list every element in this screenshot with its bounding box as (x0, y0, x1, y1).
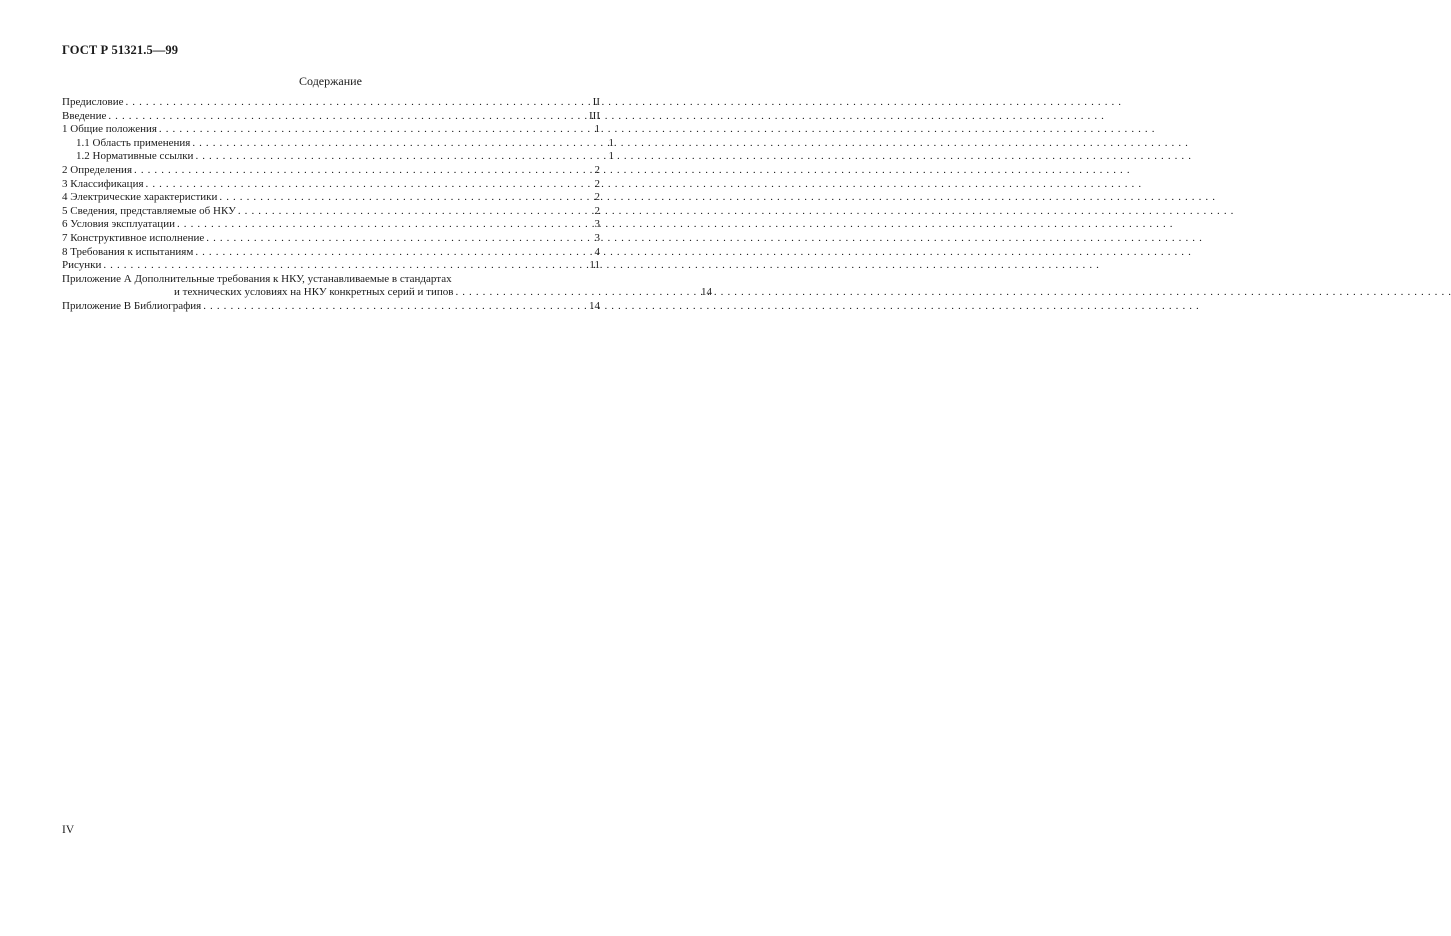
dot-leader (238, 205, 576, 219)
dot-leader (108, 110, 576, 124)
toc-entry-label: Предисловие (62, 96, 124, 108)
dot-leader (455, 286, 688, 300)
toc-entry-appendix-a[interactable] (62, 273, 600, 287)
toc-entry-section-5[interactable] (62, 205, 600, 219)
toc-entry-label: 3 Классификация (62, 177, 144, 190)
toc-entry-page: 2 (594, 191, 600, 204)
toc-entry-section-8[interactable] (62, 246, 600, 260)
toc-entry-section-7[interactable] (62, 232, 600, 246)
toc-entry-label: 5 Сведения, представляемые об НКУ (62, 204, 236, 217)
toc-entry-label: 8 Требования к испытаниям (62, 245, 194, 258)
dot-leader (206, 232, 576, 246)
dot-leader (177, 218, 576, 232)
toc-entry-page: II (592, 96, 600, 108)
dot-leader (146, 178, 576, 192)
toc-entry-page: 2 (594, 204, 600, 217)
toc-entry-label: 1.1 Область применения (76, 136, 191, 149)
page-number: IV (62, 824, 75, 836)
toc-entry-page: 2 (594, 163, 600, 176)
dot-leader (203, 300, 576, 314)
toc-entry-label: 7 Конструктивное исполнение (62, 231, 205, 244)
toc-entry-figures[interactable] (62, 259, 600, 273)
table-of-contents (62, 96, 712, 314)
dot-leader (192, 137, 590, 151)
toc-entry-page: 3 (594, 218, 600, 231)
document-header: ГОСТ Р 51321.5—99 (62, 43, 179, 57)
toc-entry-appendix-b[interactable] (62, 300, 600, 314)
toc-entry-page: 1 (608, 150, 614, 163)
toc-entry-section-1-2[interactable] (62, 150, 614, 164)
toc-entry-label: Введение (62, 109, 107, 122)
toc-entry-label: 4 Электрические характеристики (62, 191, 218, 204)
toc-entry-appendix-a-continued[interactable] (62, 286, 712, 300)
toc-entry-section-6[interactable] (62, 218, 600, 232)
toc-entry-page: 3 (594, 231, 600, 244)
toc-entry-label: Приложение А Дополнительные требования к НКУ, устанавливаемые в стандартах (62, 272, 452, 285)
toc-entry-label: и технических условиях на НКУ конкретных серий и типов (174, 286, 454, 299)
toc-entry-page: 14 (589, 299, 600, 312)
toc-entry-introduction[interactable] (62, 110, 600, 124)
toc-entry-page: 11 (589, 259, 600, 272)
toc-entry-page: 4 (594, 245, 600, 258)
dot-leader (126, 96, 577, 110)
toc-entry-section-1[interactable] (62, 123, 600, 137)
toc-entry-preface[interactable] (62, 96, 600, 110)
toc-title: Содержание (299, 74, 362, 88)
toc-entry-page: 14 (701, 286, 712, 299)
toc-entry-label: 1 Общие положения (62, 123, 157, 136)
toc-entry-section-4[interactable] (62, 191, 600, 205)
toc-entry-label: Рисунки (62, 259, 102, 272)
dot-leader (159, 123, 576, 137)
toc-entry-section-2[interactable] (62, 164, 600, 178)
toc-entry-page: 2 (594, 177, 600, 190)
toc-entry-page: III (589, 109, 600, 122)
toc-entry-label: 6 Условия эксплуатации (62, 218, 175, 231)
toc-entry-label: 1.2 Нормативные ссылки (76, 150, 194, 163)
toc-entry-section-3[interactable] (62, 178, 600, 192)
toc-entry-label: Приложение В Библиография (62, 299, 202, 312)
toc-entry-page: 1 (594, 123, 600, 136)
toc-entry-section-1-1[interactable] (62, 137, 614, 151)
dot-leader (134, 164, 576, 178)
toc-entry-page: 1 (608, 136, 614, 149)
dot-leader (195, 246, 576, 260)
dot-leader (195, 150, 590, 164)
dot-leader (219, 191, 576, 205)
toc-entry-label: 2 Определения (62, 163, 133, 176)
dot-leader (103, 259, 576, 273)
